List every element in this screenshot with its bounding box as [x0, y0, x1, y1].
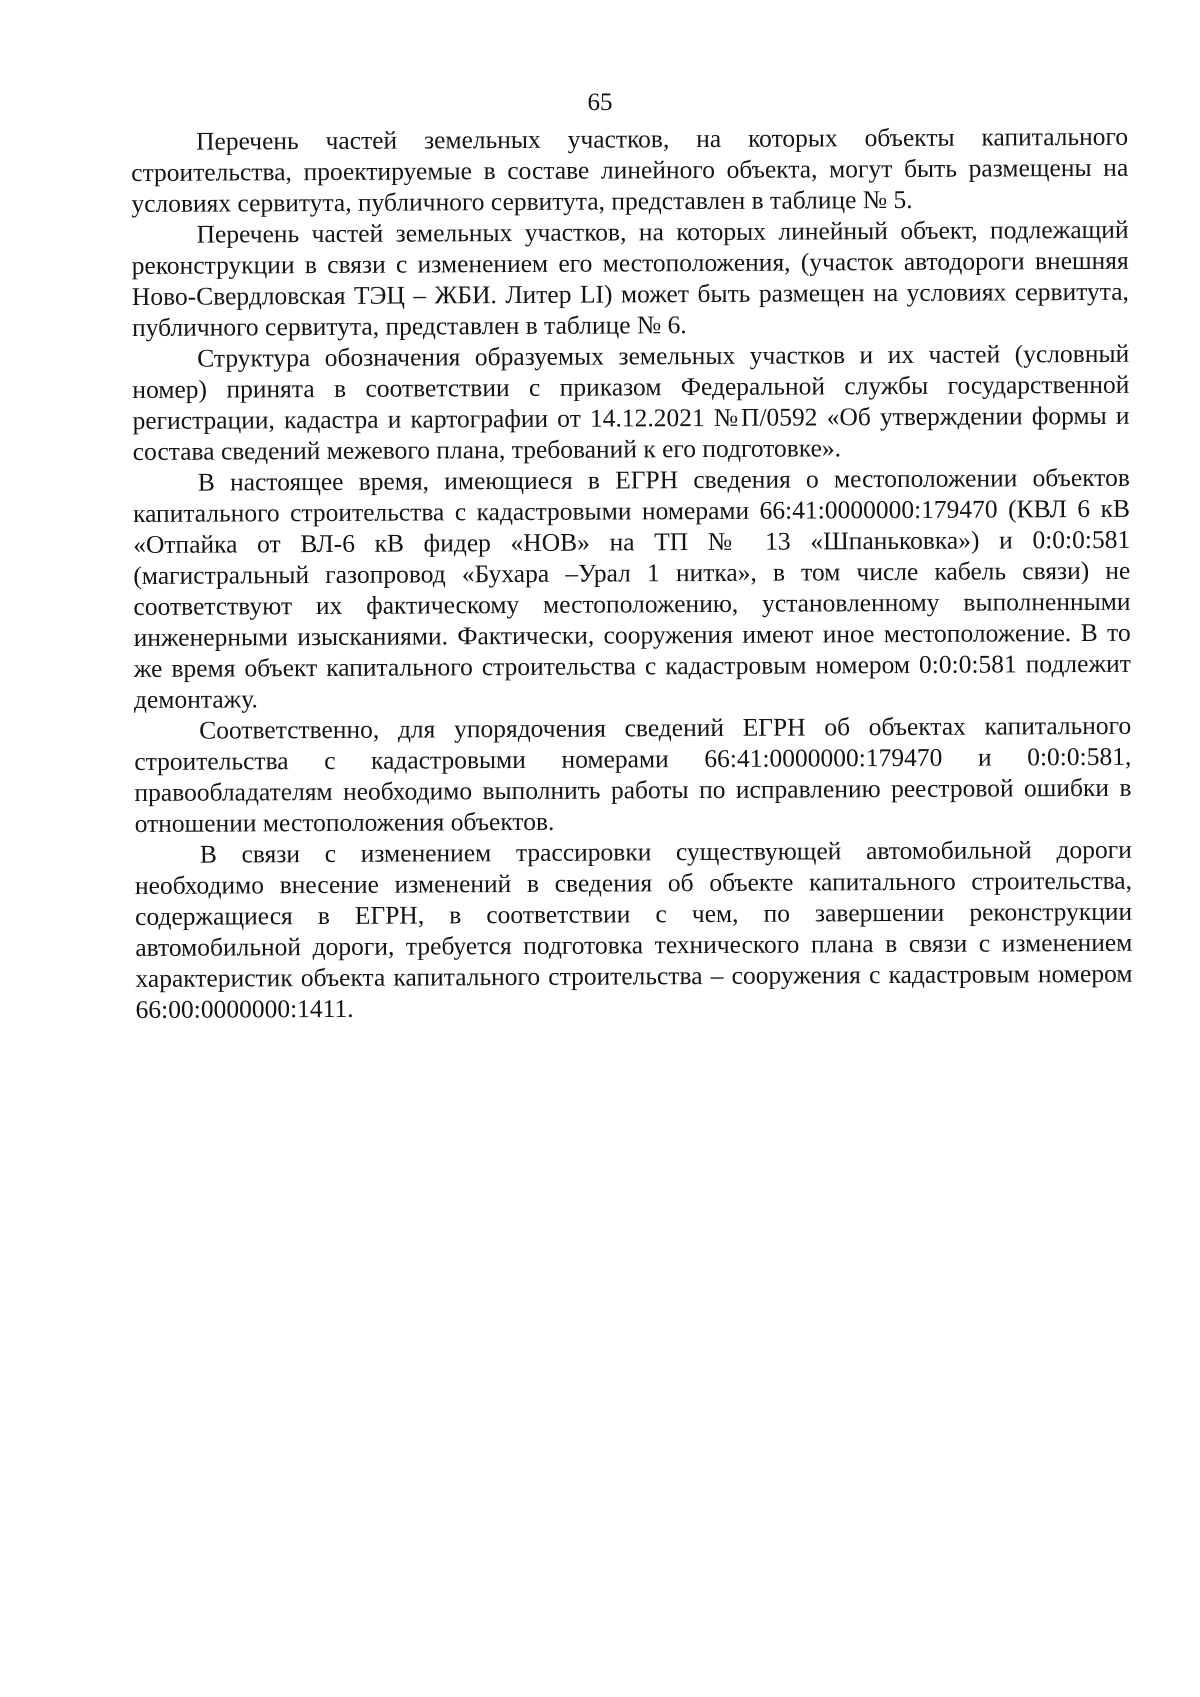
paragraph-registry-error-correction: Соответственно, для упорядочения сведений ЕГРН об объектах капитального строительства с кадастровыми номерами 66:41:0000000:179470 и 0:0:0:581, правообладателям необходимо выполнить работы по исправлению реестровой ошибки в отношении местоположения объектов.	[134, 710, 1132, 838]
page-number: 65	[587, 89, 613, 116]
paragraph-servitude-table-5: Перечень частей земельных участков, на которых объекты капитального строительства, проектируемые в составе линейного объекта, могут быть размещены на условиях сервитута, публичного сервитута, представлен в таблице № 5.	[131, 121, 1129, 218]
paragraph-egrn-location-mismatch: В настоящее время, имеющиеся в ЕГРН сведения о местоположении объектов капитального строительства с кадастровыми номерами 66:41:0000000:179470 (КВЛ 6 кВ «Отпайка от ВЛ-6 кВ фидер «НОВ» на ТП № 13 «Шпаньковка») и 0:0:0:581 (магистральный газопровод «Бухара –Урал 1 нитка», в том числе кабель связи) не соответствуют их фактическому местоположению, установленному выполненными инженерными изысканиями. Фактически, сооружения имеют иное местоположение. В то же время объект капитального строительства с кадастровым номером 0:0:0:581 подлежит демонтажу.	[132, 462, 1131, 714]
paragraph-technical-plan: В связи с изменением трассировки существующей автомобильной дороги необходимо внесение изменений в сведения об объекте капитального строительства, содержащиеся в ЕГРН, в соответствии с чем, по завершении реконструкции автомобильной дороги, требуется подготовка технического плана в связи с изменением характеристик объекта капитального строительства – сооружения с кадастровым номером 66:00:0000000:1411.	[134, 834, 1133, 1024]
body-text	[131, 121, 1133, 1025]
paragraph-servitude-table-6: Перечень частей земельных участков, на которых линейный объект, подлежащий реконструкции в связи с изменением его местоположения, (участок автодороги внешняя Ново-Свердловская ТЭЦ – ЖБИ. Литер LI) может быть размещен на условиях сервитута, публичного сервитута, представлен в таблице № 6.	[131, 214, 1129, 342]
paragraph-designation-structure: Структура обозначения образуемых земельных участков и их частей (условный номер) принята в соответствии с приказом Федеральной службы государственной регистрации, кадастра и картографии от 14.12.2021 №П/0592 «Об утверждении формы и состава сведений межевого плана, требований к его подготовке».	[132, 338, 1130, 466]
